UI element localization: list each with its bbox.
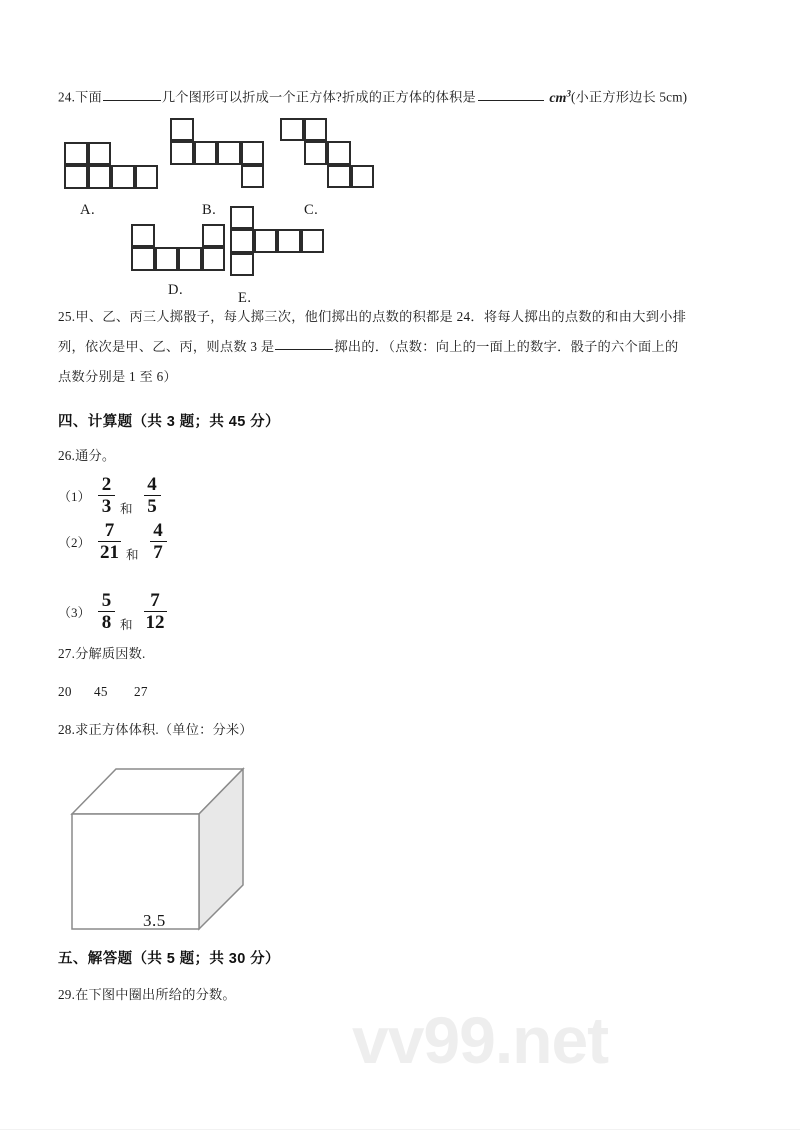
net-figure-c — [280, 118, 374, 189]
section-4-heading: 四、计算题（共 3 题；共 45 分） — [58, 413, 280, 430]
net-cell — [202, 224, 226, 248]
net-cell — [155, 247, 179, 271]
q26-item-3 — [58, 589, 748, 635]
q26-item-1 — [58, 473, 748, 519]
net-cell — [170, 141, 194, 165]
net-cell — [111, 165, 135, 189]
net-grid — [280, 118, 374, 189]
net-grid — [64, 142, 158, 189]
q25-line-3 — [58, 362, 748, 392]
q26-item-2 — [58, 519, 748, 565]
q24-nets-row-1 — [58, 114, 748, 218]
q27-number: 27. — [58, 645, 76, 661]
q26-item-3-index: （3） — [58, 605, 91, 621]
net-cell — [304, 118, 328, 142]
q27-number-2: 45 — [94, 683, 108, 699]
question-24-prompt — [58, 78, 748, 114]
cube-diagram — [68, 757, 258, 937]
q26-title: 通分。 — [75, 447, 116, 463]
q27-numbers — [58, 677, 748, 707]
net-cell — [88, 142, 112, 166]
question-25 — [58, 302, 748, 392]
net-cell — [277, 229, 301, 253]
net-label-d: D. — [168, 281, 184, 298]
q24-text-a: 下面 — [75, 89, 102, 105]
q25-text-2b: 掷出的．（点数：向上的一面上的数字．骰子的六个面上的 — [334, 338, 679, 354]
net-cell — [304, 141, 328, 165]
net-label-b: B. — [202, 201, 217, 218]
net-figure-b — [170, 118, 264, 189]
cube-front-face — [72, 814, 199, 929]
net-cell — [351, 165, 375, 189]
question-27-prompt — [58, 639, 748, 669]
q25-line-2 — [58, 332, 748, 362]
section-5-heading: 五、解答题（共 5 题；共 30 分） — [58, 950, 280, 967]
net-figure-a — [64, 142, 158, 189]
q29-number: 29. — [58, 986, 76, 1002]
q24-text-c: (小正方形边长 5cm) — [570, 89, 688, 105]
cube-edge-label: 3.5 — [143, 910, 166, 930]
q24-number: 24. — [58, 89, 76, 105]
net-cell — [230, 229, 254, 253]
net-cell — [131, 247, 155, 271]
q25-text-1: 甲、乙、丙三人掷骰子，每人掷三次，他们掷出的点数的积都是 24．将每人掷出的点数的和由大到小排 — [75, 308, 687, 324]
net-label-a: A. — [80, 201, 96, 218]
site-watermark: vv99.net — [352, 1003, 609, 1077]
net-cell — [64, 142, 88, 166]
q27-number-3: 27 — [134, 683, 148, 699]
q28-title: 求正方体体积.（单位：分米） — [75, 721, 253, 737]
q26-number: 26. — [58, 447, 76, 463]
q26-item-3-right-fraction: $\frac{7}{12}$ — [145, 589, 165, 634]
net-cell — [194, 141, 218, 165]
net-cell — [301, 229, 325, 253]
net-grid — [230, 206, 324, 277]
net-cell — [64, 165, 88, 189]
page-content — [58, 78, 748, 1010]
net-cell — [241, 141, 265, 165]
net-figure-e — [230, 206, 324, 277]
net-cell — [327, 165, 351, 189]
net-cell — [241, 165, 265, 189]
question-28-prompt — [58, 715, 748, 745]
q27-number-1: 20 — [58, 683, 72, 699]
net-cell — [131, 224, 155, 248]
net-cell — [88, 165, 112, 189]
q26-item-1-right-fraction: $\frac{4}{5}$ — [144, 475, 161, 517]
q28-number: 28. — [58, 721, 76, 737]
q26-items — [58, 473, 748, 635]
q28-cube-figure — [58, 753, 748, 943]
net-cell — [230, 253, 254, 277]
net-cell — [178, 247, 202, 271]
net-cell — [254, 229, 278, 253]
q29-title: 在下图中圈出所给的分数。 — [75, 986, 236, 1002]
q25-number: 25. — [58, 308, 76, 324]
page-bottom-rule — [0, 1129, 800, 1130]
net-cell — [202, 247, 226, 271]
q25-text-3: 点数分别是 1 至 6） — [58, 368, 177, 384]
net-figure-d — [131, 224, 225, 271]
net-cell — [230, 206, 254, 230]
q26-item-1-conjunction: 和 — [120, 501, 133, 516]
q25-line-1 — [58, 302, 748, 332]
q27-title: 分解质因数. — [75, 645, 146, 661]
q26-item-1-left-fraction: $\frac{2}{3}$ — [98, 475, 115, 517]
q26-item-3-left-fraction: $\frac{5}{8}$ — [98, 591, 115, 633]
q26-item-2-conjunction: 和 — [126, 547, 139, 562]
net-label-c: C. — [304, 201, 319, 218]
q24-blank-1[interactable] — [103, 100, 161, 101]
q26-item-2-left-fraction: $\frac{7}{21}$ — [100, 519, 119, 564]
q24-blank-2[interactable] — [478, 100, 544, 101]
net-grid — [170, 118, 264, 189]
net-cell — [170, 118, 194, 142]
q25-text-2a: 列，依次是甲、乙、丙，则点数 3 是 — [58, 338, 275, 354]
q24-nets-row-2 — [58, 206, 748, 306]
question-26-prompt — [58, 441, 748, 471]
net-cell — [280, 118, 304, 142]
q24-unit: $cm^3$ — [549, 88, 571, 106]
net-cell — [135, 165, 159, 189]
net-cell — [217, 141, 241, 165]
q26-item-2-index: （2） — [58, 535, 91, 551]
q26-item-3-conjunction: 和 — [120, 617, 133, 632]
net-cell — [327, 141, 351, 165]
q26-item-1-index: （1） — [58, 489, 91, 505]
q24-text-b: 几个图形可以折成一个正方体?折成的正方体的体积是 — [161, 89, 476, 105]
q25-blank[interactable] — [275, 349, 333, 350]
net-label-e: E. — [238, 289, 252, 306]
net-grid — [131, 224, 225, 271]
q26-item-2-right-fraction: $\frac{4}{7}$ — [150, 521, 167, 563]
